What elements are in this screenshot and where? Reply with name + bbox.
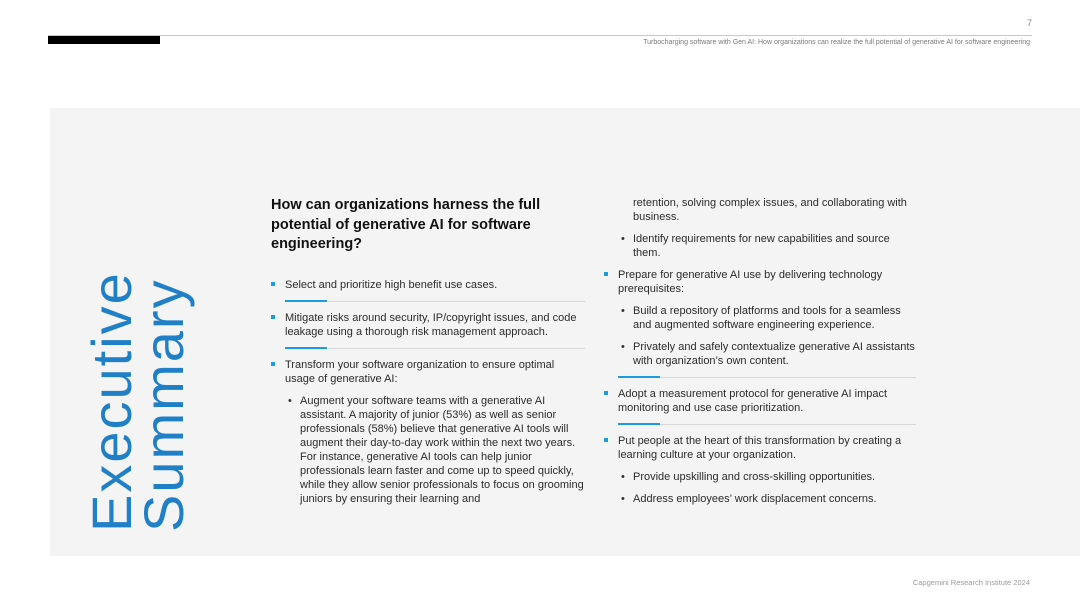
bullet-mitigate-risks: Mitigate risks around security, IP/copyright issues, and code leakage using a thorough risk management approach. (271, 311, 585, 339)
bullet-use-cases: Select and prioritize high benefit use cases. (271, 278, 585, 292)
bullet-measurement: Adopt a measurement protocol for generative AI impact monitoring and use case prioritization. (604, 387, 916, 415)
right-column (604, 196, 916, 506)
left-column (271, 278, 585, 506)
continued-text: retention, solving complex issues, and collaborating with business. (633, 197, 907, 223)
footer-credit: Capgemini Research Institute 2024 (912, 578, 1030, 587)
sub-bullet-augment: • Augment your software teams with a generative AI assistant. A majority of junior (53%) as well as senior professionals (58%) believe that generative AI tools will augment their day-to-day work within the next two years. For instance, generative AI tools can help junior professionals learn faster and come up to speed quickly, while they allow senior professionals to focus on grooming juniors by ensuring their learning and (271, 394, 585, 506)
header-black-bar (48, 36, 160, 44)
bullet-people: Put people at the heart of this transformation by creating a learning culture at your organization. (604, 434, 916, 462)
section-title-line2: Summary (132, 278, 195, 532)
sub-bullet-upskill: • Provide upskilling and cross-skilling opportunities. (604, 470, 916, 484)
header-rule (48, 35, 1032, 36)
sub-bullet-contextualize: • Privately and safely contextualize generative AI assistants with organization’s own content. (604, 340, 916, 368)
key-question: How can organizations harness the full potential of generative AI for software engineering? (271, 197, 541, 252)
sub-bullet-identify: • Identify requirements for new capabilities and source them. (604, 232, 916, 260)
section-title-line1: Executive (80, 271, 143, 532)
bullet-prepare: Prepare for generative AI use by delivering technology prerequisites: (604, 268, 916, 296)
separator (285, 348, 585, 349)
separator (618, 377, 916, 378)
page-number: 7 (1026, 18, 1032, 28)
separator (285, 301, 585, 302)
sub-bullet-build: • Build a repository of platforms and tools for a seamless and augmented software engineering experience. (604, 304, 916, 332)
bullet-transform: Transform your software organization to ensure optimal usage of generative AI: (271, 358, 585, 386)
separator (618, 424, 916, 425)
section-title (80, 271, 195, 532)
sub-bullet-address: • Address employees’ work displacement concerns. (604, 492, 916, 506)
running-title: Turbocharging software with Gen AI: How organizations can realize the full potential of generative AI for software engineering (643, 39, 1030, 46)
